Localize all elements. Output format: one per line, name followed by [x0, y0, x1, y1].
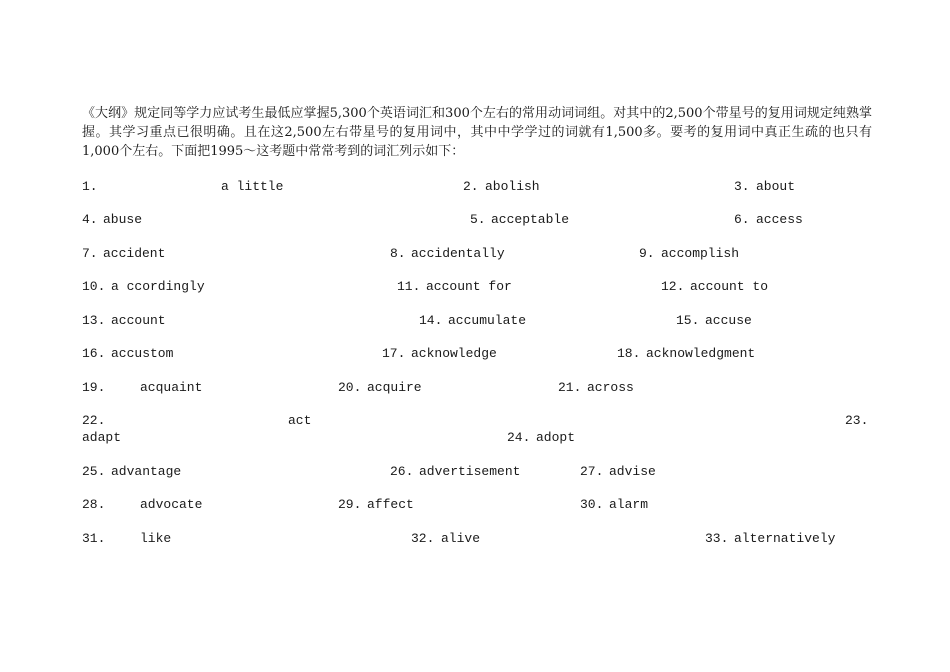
vocab-number: 11.	[397, 279, 421, 294]
vocab-word: abuse	[103, 212, 143, 227]
vocab-word: alarm	[609, 497, 649, 512]
vocab-word: account to	[690, 279, 769, 294]
vocab-word: accumulate	[448, 313, 527, 328]
vocab-word: abolish	[485, 179, 540, 194]
vocab-word: act	[288, 413, 312, 428]
vocab-number: 28.	[82, 497, 106, 512]
vocab-word: access	[756, 212, 803, 227]
vocab-number: 15.	[676, 313, 700, 328]
vocab-word: acknowledgment	[646, 346, 756, 361]
vocab-number: 2.	[463, 179, 479, 194]
vocab-word: across	[587, 380, 634, 395]
vocab-number: 7.	[82, 246, 98, 261]
vocab-number: 19.	[82, 380, 106, 395]
vocab-number: 13.	[82, 313, 106, 328]
vocab-number: 3.	[734, 179, 750, 194]
vocab-word: acquire	[367, 380, 422, 395]
vocab-word: a little	[221, 179, 284, 194]
vocab-word: acceptable	[491, 212, 570, 227]
vocab-number: 17.	[382, 346, 406, 361]
vocab-number: 33.	[705, 531, 729, 546]
vocab-word: accustom	[111, 346, 174, 361]
vocab-number: 6.	[734, 212, 750, 227]
vocab-word: like	[140, 531, 172, 546]
vocab-word: acquaint	[140, 380, 203, 395]
vocab-number: 27.	[580, 464, 604, 479]
vocab-number: 8.	[390, 246, 406, 261]
vocab-word: advise	[609, 464, 656, 479]
vocab-word: account for	[426, 279, 512, 294]
vocab-number: 29.	[338, 497, 362, 512]
vocab-number: 31.	[82, 531, 106, 546]
vocab-number: 24.	[507, 430, 531, 445]
vocab-word: account	[111, 313, 166, 328]
vocab-number: 9.	[639, 246, 655, 261]
vocab-number: 18.	[617, 346, 641, 361]
vocab-word: accomplish	[661, 246, 740, 261]
vocab-number: 20.	[338, 380, 362, 395]
vocab-number: 23.	[845, 413, 869, 428]
vocab-word: acknowledge	[411, 346, 497, 361]
vocab-word: adapt	[82, 430, 122, 445]
intro-paragraph: 《大纲》规定同等学力应试考生最低应掌握5,300个英语词汇和300个左右的常用动词词组。对其中的2,500个带星号的复用词规定纯熟掌握。其学习重点已很明确。且在这2,500左右带星号的复用词中，其中中学学过的词就有1,500多。要考的复用词中真正生疏的也只有1,000个左右。下面把1995～这考题中常常考到的词汇列示如下：	[82, 106, 872, 159]
vocab-number: 1.	[82, 179, 98, 194]
vocab-number: 25.	[82, 464, 106, 479]
vocab-word: accident	[103, 246, 166, 261]
vocab-number: 10.	[82, 279, 106, 294]
vocab-word: advocate	[140, 497, 203, 512]
vocab-word: accidentally	[411, 246, 505, 261]
vocab-number: 22.	[82, 413, 106, 428]
vocab-number: 32.	[411, 531, 435, 546]
vocab-word: a ccordingly	[111, 279, 205, 294]
vocab-number: 26.	[390, 464, 414, 479]
vocab-number: 21.	[558, 380, 582, 395]
vocab-number: 4.	[82, 212, 98, 227]
vocab-number: 16.	[82, 346, 106, 361]
vocab-number: 5.	[470, 212, 486, 227]
vocab-word: accuse	[705, 313, 752, 328]
vocab-word: alternatively	[734, 531, 836, 546]
vocab-word: about	[756, 179, 796, 194]
vocab-number: 30.	[580, 497, 604, 512]
vocab-word: affect	[367, 497, 414, 512]
vocab-word: adopt	[536, 430, 576, 445]
vocab-number: 14.	[419, 313, 443, 328]
vocab-number: 12.	[661, 279, 685, 294]
vocab-word: advantage	[111, 464, 182, 479]
vocab-word: advertisement	[419, 464, 521, 479]
vocab-word: alive	[441, 531, 481, 546]
